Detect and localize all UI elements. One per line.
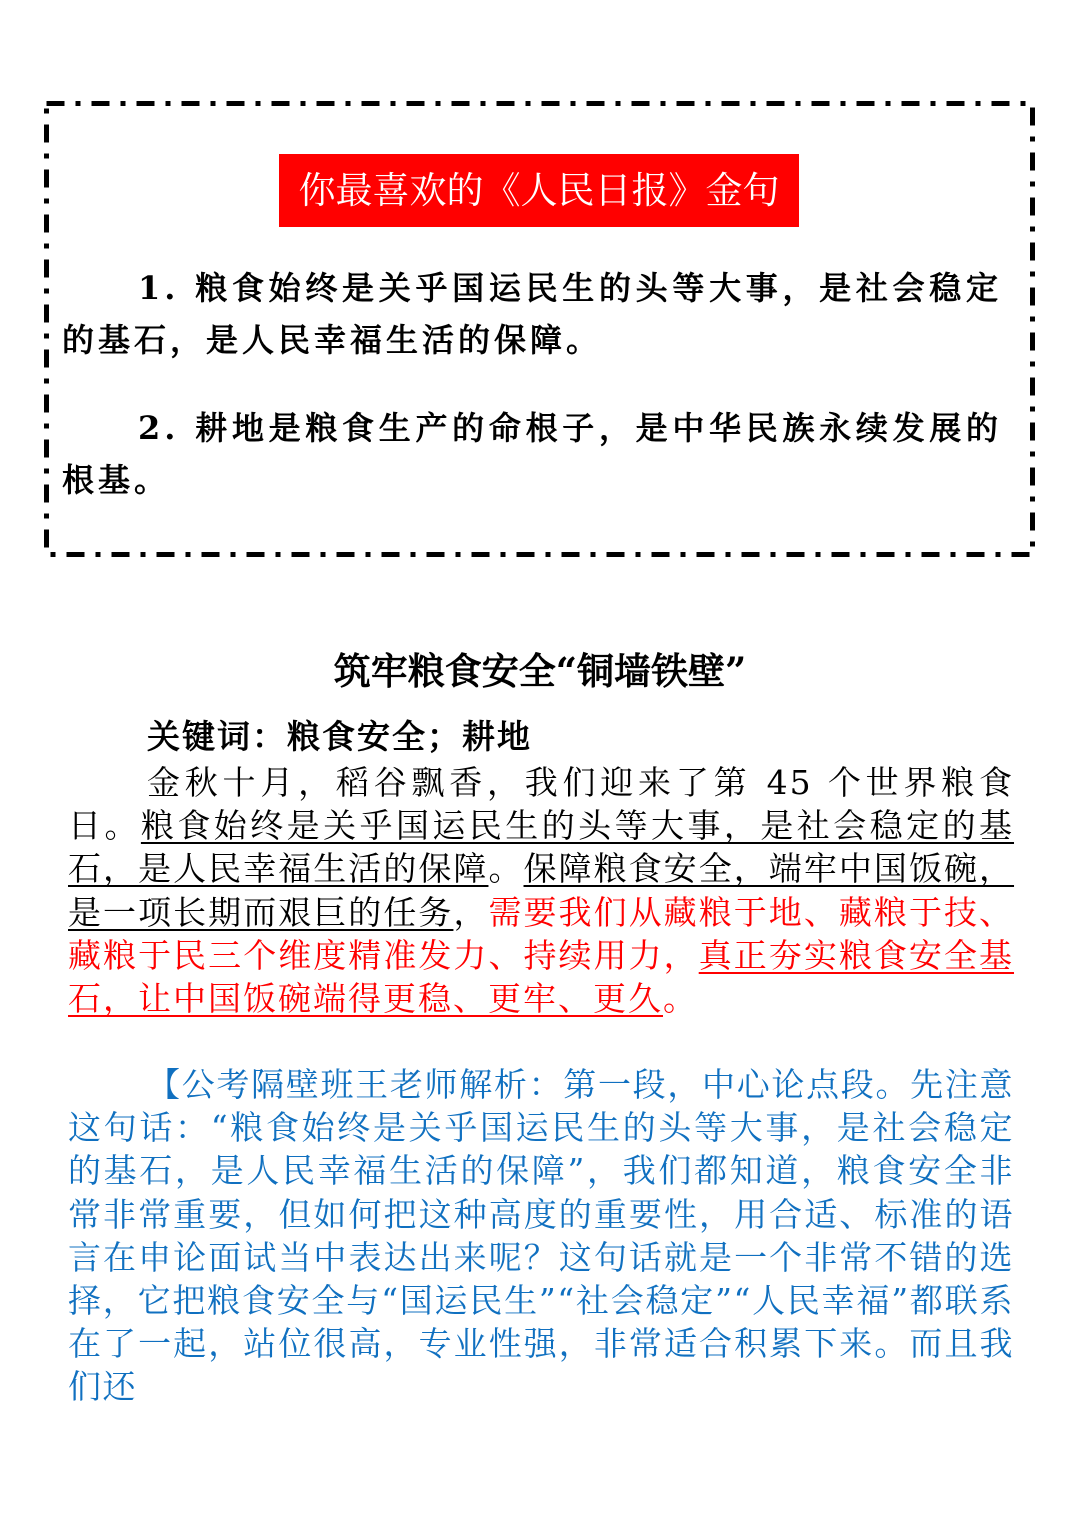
red-end-punct: 。 (663, 979, 698, 1019)
red-highlight-text: 需要我们从藏粮于地、藏粮于技、藏粮于民三个维度精准发力、持续用力， (68, 892, 1015, 975)
paragraph-lead: 金秋十月，稻谷飘香，我们迎来了第 45 个世界粮食日。 (68, 763, 1014, 846)
separator-1: 。 (488, 849, 524, 889)
article-paragraph-1 (68, 761, 1014, 1020)
analysis-paragraph: 【公考隔壁班王老师解析：第一段，中心论点段。先注意这句话：“粮食始终是关乎国运民生的头等大事，是社会稳定的基石，是人民幸福生活的保障”，我们都知道，粮食安全非常非常重要，但如何把这种高度的重要性，用合适、标准的语言在申论面试当中表达出来呢？这句话就是一个非常不错的选择，它把粮食安全与“国运民生”“社会稳定”“人民幸福”都联系在了一起，站位很高，专业性强，非常适合积累下来。而且我们还 (68, 1065, 1014, 1407)
underlined-sentence-2: 保障粮食安全，端牢中国饭碗，是一项长期而艰巨的任务 (68, 849, 1015, 932)
underlined-sentence-1: 粮食始终是关乎国运民生的头等大事，是社会稳定的基石，是人民幸福生活的保障 (68, 806, 1015, 889)
quote-item-2: 2. 耕地是粮食生产的命根子，是中华民族永续发展的根基。 (62, 409, 1002, 499)
quote-banner: 你最喜欢的《人民日报》金句 (279, 154, 799, 227)
article-keywords: 关键词：粮食安全；耕地 (147, 717, 532, 756)
article-title: 筑牢粮食安全“铜墙铁壁” (333, 649, 747, 693)
quote-item-1: 1. 粮食始终是关乎国运民生的头等大事，是社会稳定的基石，是人民幸福生活的保障。 (62, 269, 1002, 359)
red-underlined-text: 真正夯实粮食安全基石，让中国饭碗端得更稳、更牢、更久 (68, 935, 1015, 1019)
separator-2: ， (453, 892, 489, 932)
